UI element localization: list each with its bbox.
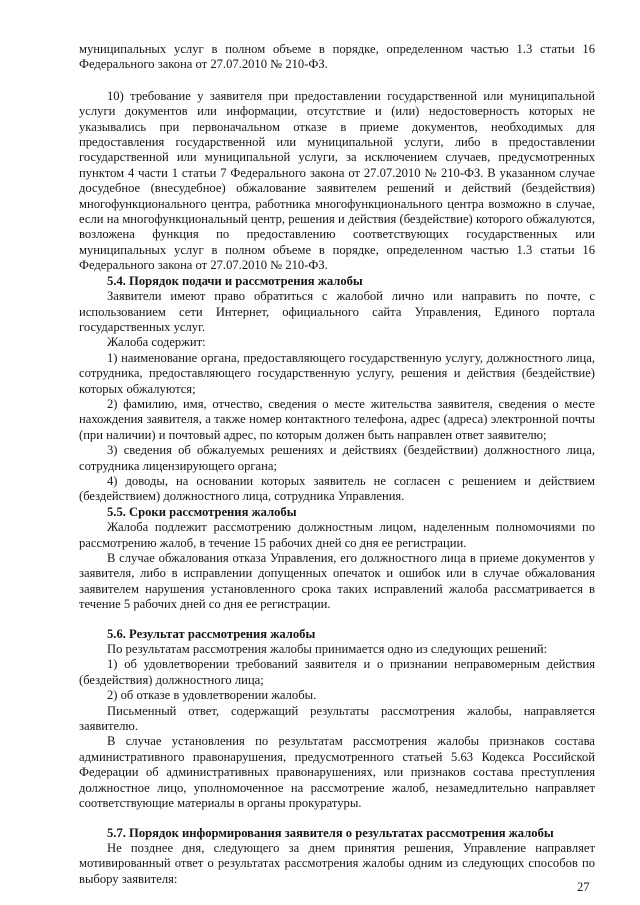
page-number: 27 bbox=[577, 880, 590, 894]
paragraph: муниципальных услуг в полном объеме в порядке, определенном частью 1.3 статьи 16 Федерального закона от 27.07.2010 № 210-ФЗ. bbox=[79, 42, 595, 72]
section-heading: 5.4. Порядок подачи и рассмотрения жалобы bbox=[107, 273, 363, 288]
paragraph: Жалоба содержит: bbox=[107, 335, 206, 350]
paragraph: В случае обжалования отказа Управления, его должностного лица в приеме документов у заявителя, либо в исправлении допущенных опечаток и ошибок или в случае обжалования заявителем нарушения установленного срока таких исправлений жалоба рассматривается в течение 5 рабочих дней со дня ее регистрации. bbox=[79, 551, 595, 612]
paragraph: По результатам рассмотрения жалобы принимается одно из следующих решений: bbox=[107, 642, 548, 657]
list-item: 1) об удовлетворении требований заявителя и о признании неправомерным действия (бездействия) должностного лица; bbox=[79, 657, 595, 687]
list-item: 2) фамилию, имя, отчество, сведения о месте жительства заявителя, сведения о месте нахождения заявителя, а также номер контактного телефона, адрес (адреса) электронной почты (при наличии) и почтовый адрес, по которым должен быть направлен ответ заявителю; bbox=[79, 396, 595, 442]
section-heading: 5.6. Результат рассмотрения жалобы bbox=[107, 626, 316, 641]
list-item: 2) об отказе в удовлетворении жалобы. bbox=[107, 688, 317, 703]
page-text bbox=[79, 42, 595, 887]
section-heading: 5.5. Сроки рассмотрения жалобы bbox=[107, 504, 297, 519]
list-item: 1) наименование органа, предоставляющего государственную услугу, должностного лица, сотрудника, предоставляющего государственную услугу, решения и действия (бездействие) которых обжалуются; bbox=[79, 350, 595, 396]
section-heading: 5.7. Порядок информирования заявителя о результатах рассмотрения жалобы bbox=[107, 825, 554, 840]
list-item: 4) доводы, на основании которых заявитель не согласен с решением и действием (бездействием) должностного лица, сотрудника Управления. bbox=[79, 473, 595, 504]
paragraph: 10) требование у заявителя при предоставлении государственной или муниципальной услуги документов или информации, отсутствие и (или) недостоверность которых не указывались при первоначальном отказе в приеме документов, необходимых для предоставления государственной или муниципальной услуги, либо в предоставлении государственной или муниципальной услуги, за исключением случаев, предусмотренных пунктом 4 части 1 статьи 7 Федерального закона от 27.07.2010 № 210-ФЗ. В указанном случае досудебное (внесудебное) обжалование заявителем решений и действий (бездействия) многофункционального центра, работника многофункционального центра возможно в случае, если на многофункциональный центр, решения и действия (бездействие) которого обжалуются, возложена функция по предоставлению соответствующих государственных или муниципальных услуг в полном объеме в порядке, определенном частью 1.3 статьи 16 Федерального закона от 27.07.2010 № 210-ФЗ. bbox=[79, 88, 595, 273]
paragraph: Заявители имеют право обратиться с жалобой лично или направить по почте, с использованием сети Интернет, официального сайта Управления, Единого портала государственных услуг. bbox=[79, 289, 595, 334]
paragraph: Жалоба подлежит рассмотрению должностным лицом, наделенным полномочиями по рассмотрению жалоб, в течение 15 рабочих дней со дня ее регистрации. bbox=[79, 520, 595, 550]
paragraph: Письменный ответ, содержащий результаты рассмотрения жалобы, направляется заявителю. bbox=[79, 703, 595, 734]
list-item: 3) сведения об обжалуемых решениях и действиях (бездействии) должностного лица, сотрудника лицензирующего органа; bbox=[79, 443, 595, 473]
paragraph: В случае установления по результатам рассмотрения жалобы признаков состава административного правонарушения, предусмотренного статьей 5.63 Кодекса Российской Федерации об административных правонарушениях, или признаков состава преступления должностное лицо, уполномоченное на рассмотрение жалоб, незамедлительно направляет соответствующие материалы в органы прокуратуры. bbox=[79, 734, 595, 811]
paragraph: Не позднее дня, следующего за днем принятия решения, Управление направляет мотивированный ответ о результатах рассмотрения жалобы одним из следующих способов по выбору заявителя: bbox=[79, 840, 595, 886]
